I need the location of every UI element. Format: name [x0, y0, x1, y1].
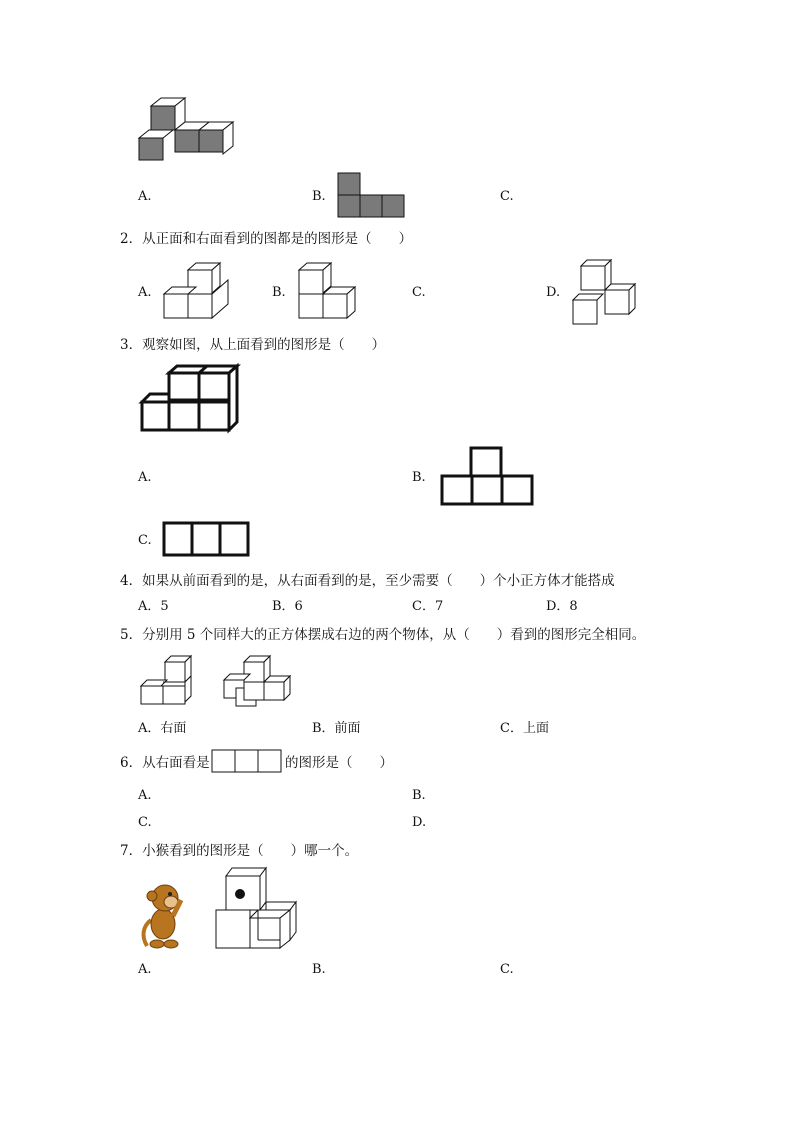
q2-option-b[interactable]: B. [272, 285, 286, 300]
q3-cube-figure [139, 364, 243, 434]
q6-option-b[interactable]: B. [412, 788, 426, 803]
q5-object-right [222, 654, 298, 710]
q1-option-a[interactable]: A. [138, 189, 152, 204]
q3-option-b[interactable]: B. [412, 470, 426, 485]
q6-option-a[interactable]: A. [138, 788, 152, 803]
q1-option-c[interactable]: C. [500, 189, 514, 204]
q2-option-c[interactable]: C. [412, 285, 426, 300]
q7-stem: 7．小猴看到的图形是（ ）哪一个。 [120, 843, 359, 859]
q2-option-b-figure [297, 262, 367, 322]
q5-option-c[interactable]: C．上面 [500, 721, 549, 736]
q7-option-c[interactable]: C. [500, 962, 514, 977]
q5-object-left [139, 654, 197, 708]
q3-option-c-figure [162, 521, 254, 559]
q7-cube-figure [214, 866, 300, 952]
q6-stem-before: 6．从右面看是 [120, 755, 210, 771]
q4-option-a[interactable]: A．5 [138, 599, 169, 614]
q5-option-b[interactable]: B．前面 [312, 721, 361, 736]
q6-stem-figure [211, 749, 285, 775]
q3-option-c[interactable]: C. [138, 533, 152, 548]
q4-stem: 4．如果从前面看到的是，从右面看到的是，至少需要（ ）个小正方体才能搭成 [120, 573, 615, 589]
q3-stem: 3．观察如图，从上面看到的图形是（ ） [120, 337, 386, 353]
monkey-icon [137, 876, 187, 950]
q1-option-b[interactable]: B. [312, 189, 326, 204]
q4-option-d[interactable]: D．8 [546, 599, 578, 614]
q2-stem: 2．从正面和右面看到的图都是的图形是（ ） [120, 231, 413, 247]
q6-option-c[interactable]: C. [138, 815, 152, 830]
q2-option-d[interactable]: D. [546, 285, 561, 300]
q1-option-b-figure [337, 172, 407, 219]
q3-option-a[interactable]: A. [138, 470, 152, 485]
q4-option-c[interactable]: C．7 [412, 599, 444, 614]
q7-option-b[interactable]: B. [312, 962, 326, 977]
q6-stem-after: 的图形是（ ） [285, 755, 393, 771]
q7-option-a[interactable]: A. [138, 962, 152, 977]
q5-option-a[interactable]: A．右面 [138, 721, 187, 736]
q2-option-a[interactable]: A. [138, 285, 152, 300]
q6-option-d[interactable]: D. [412, 815, 427, 830]
q2-option-d-figure [571, 258, 641, 326]
q3-option-b-figure [440, 446, 536, 508]
q4-option-b[interactable]: B．6 [272, 599, 303, 614]
q5-stem: 5．分别用 5 个同样大的正方体摆成右边的两个物体，从（ ）看到的图形完全相同。 [120, 627, 646, 643]
q1-cube-figure [137, 96, 237, 162]
q2-option-a-figure [162, 262, 232, 322]
